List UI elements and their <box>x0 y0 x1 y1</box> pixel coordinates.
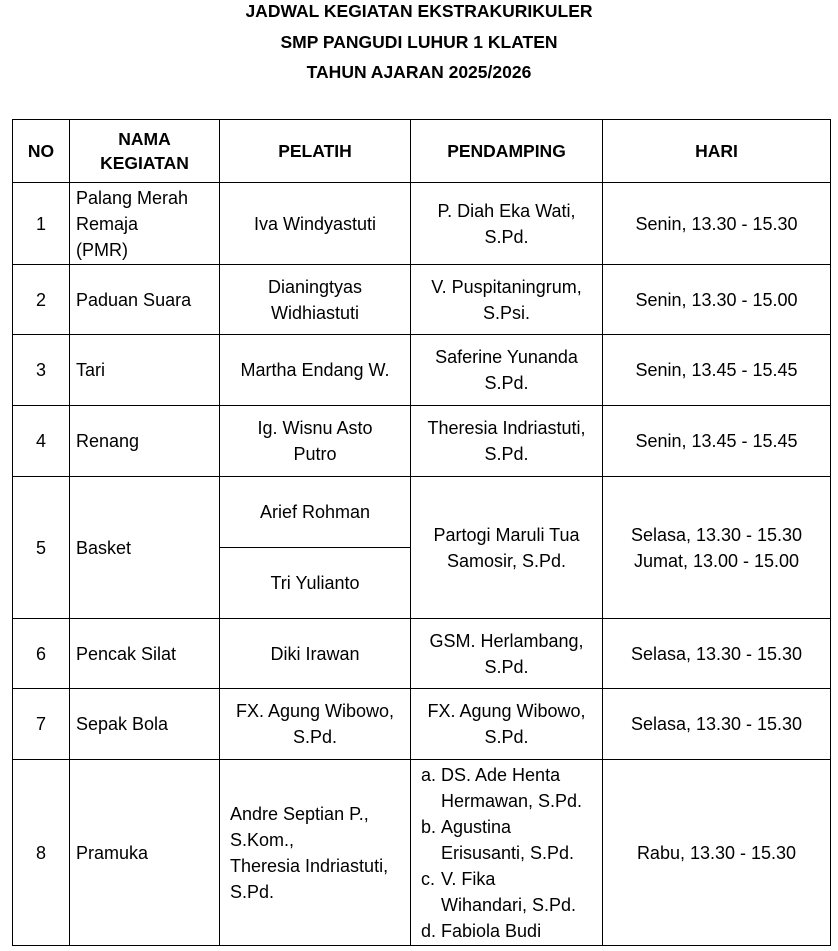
cell-text: S.Pd. <box>484 727 529 747</box>
cell-text: Martha Endang W. <box>240 360 390 380</box>
table-row <box>13 183 831 265</box>
pendamping-list <box>421 762 596 944</box>
cell-nama <box>70 619 220 689</box>
cell-text: S.Pd. <box>230 881 275 902</box>
cell-no: 5 <box>13 477 70 619</box>
cell-pendamping <box>411 265 603 335</box>
cell-nama <box>70 335 220 406</box>
cell-text: FX. Agung Wibowo, <box>235 701 395 721</box>
cell-text: Pramuka <box>76 842 149 863</box>
cell-nama <box>70 689 220 760</box>
cell-text: Senin, 13.30 - 15.00 <box>635 289 798 310</box>
document-title: JADWAL KEGIATAN EKSTRAKURIKULER <box>245 1 593 21</box>
cell-text: S.Pd. <box>292 727 338 747</box>
col-header-nama <box>70 120 220 183</box>
table-row <box>13 477 831 548</box>
schedule-table <box>12 119 831 946</box>
cell-text: Samosir, S.Pd. <box>446 550 567 571</box>
cell-text: (PMR) <box>76 239 128 260</box>
cell-pelatih <box>220 335 411 406</box>
col-header-no: NO <box>13 120 70 183</box>
cell-text: Sepak Bola <box>76 714 169 734</box>
list-item <box>421 918 596 944</box>
cell-pelatih <box>220 406 411 477</box>
cell-text: S.Pd. <box>484 226 529 247</box>
table-row <box>13 760 831 946</box>
cell-no: 6 <box>13 619 70 689</box>
cell-text: GSM. Herlambang, <box>429 630 584 651</box>
cell-text: Putro <box>293 444 337 464</box>
cell-text: S.Pd. <box>484 373 529 393</box>
list-item-text: Wihandari, S.Pd. <box>441 894 577 915</box>
cell-no: 8 <box>13 760 70 946</box>
list-marker: b. <box>421 816 437 837</box>
cell-text: Senin, 13.45 - 15.45 <box>635 360 798 380</box>
cell-hari <box>603 477 831 619</box>
cell-text: Palang Merah <box>76 187 189 208</box>
list-item-text: V. Fika <box>441 868 496 889</box>
cell-text: S.Kom., <box>230 829 295 850</box>
col-header-nama-line2: KEGIATAN <box>100 153 189 173</box>
table-row <box>13 335 831 406</box>
cell-text: Rabu, 13.30 - 15.30 <box>636 842 797 863</box>
cell-text: Widhiastuti <box>270 302 360 323</box>
col-header-hari: HARI <box>603 120 831 183</box>
cell-pendamping <box>411 477 603 619</box>
cell-nama <box>70 760 220 946</box>
cell-text: Iva Windyastuti <box>253 213 377 234</box>
cell-nama <box>70 265 220 335</box>
cell-text: Theresia Indriastuti, <box>427 418 586 438</box>
cell-text: Dianingtyas <box>267 276 363 297</box>
list-item-text: Fabiola Budi <box>441 920 542 941</box>
list-marker: a. <box>421 764 437 785</box>
cell-text: FX. Agung Wibowo, <box>427 701 586 721</box>
col-header-nama-line1: NAMA <box>118 129 171 149</box>
cell-text: Saferine Yunanda <box>435 347 578 367</box>
cell-text: Basket <box>76 537 132 558</box>
cell-pelatih: Tri Yulianto <box>220 548 411 619</box>
list-marker: d. <box>421 920 437 941</box>
cell-hari <box>603 265 831 335</box>
cell-pendamping <box>411 760 603 946</box>
table-row <box>13 619 831 689</box>
cell-text: Partogi Maruli Tua <box>433 524 580 545</box>
cell-text: Selasa, 13.30 - 15.30 <box>630 643 803 664</box>
cell-text: Ig. Wisnu Asto <box>257 418 373 438</box>
cell-no: 3 <box>13 335 70 406</box>
cell-hari <box>603 335 831 406</box>
list-item-text: Hermawan, S.Pd. <box>441 790 583 811</box>
cell-nama <box>70 406 220 477</box>
table-row <box>13 265 831 335</box>
cell-nama <box>70 477 220 619</box>
cell-text: S.Pd. <box>484 656 529 677</box>
table-row <box>13 406 831 477</box>
cell-text: Diki Irawan <box>270 643 360 664</box>
cell-hari <box>603 760 831 946</box>
list-marker: c. <box>421 868 436 889</box>
list-item-text: DS. Ade Henta <box>441 764 561 785</box>
cell-pelatih <box>220 619 411 689</box>
col-header-pelatih: PELATIH <box>220 120 411 183</box>
cell-text: Tari <box>76 360 106 380</box>
cell-text: Jumat, 13.00 - 15.00 <box>633 550 800 571</box>
list-item <box>421 866 596 918</box>
cell-pendamping <box>411 689 603 760</box>
list-item-text: Erisusanti, S.Pd. <box>441 842 575 863</box>
cell-text: Senin, 13.30 - 15.30 <box>635 213 798 234</box>
cell-text: Senin, 13.45 - 15.45 <box>635 431 798 451</box>
cell-text: Remaja <box>76 213 139 234</box>
list-item <box>421 814 596 866</box>
cell-hari <box>603 689 831 760</box>
cell-no: 7 <box>13 689 70 760</box>
cell-text: Renang <box>76 431 140 451</box>
cell-pelatih <box>220 689 411 760</box>
cell-nama <box>70 183 220 265</box>
cell-text: S.Psi. <box>482 302 530 323</box>
cell-hari <box>603 619 831 689</box>
cell-pelatih <box>220 183 411 265</box>
cell-no: 4 <box>13 406 70 477</box>
cell-pendamping <box>411 183 603 265</box>
cell-pelatih <box>220 760 411 946</box>
cell-text: Andre Septian P., <box>230 803 369 824</box>
cell-text: P. Diah Eka Wati, <box>437 200 576 221</box>
table-row <box>13 689 831 760</box>
cell-text: Paduan Suara <box>76 289 192 310</box>
cell-text: Selasa, 13.30 - 15.30 <box>630 714 803 734</box>
list-item-text: Agustina <box>441 816 512 837</box>
cell-no: 2 <box>13 265 70 335</box>
cell-hari <box>603 183 831 265</box>
cell-text: V. Puspitaningrum, <box>431 276 582 297</box>
cell-pelatih: Arief Rohman <box>220 477 411 548</box>
cell-pelatih <box>220 265 411 335</box>
header-row <box>13 120 831 183</box>
cell-text: Theresia Indriastuti, <box>230 855 389 876</box>
col-header-pendamping: PENDAMPING <box>411 120 603 183</box>
cell-pendamping <box>411 406 603 477</box>
cell-text: S.Pd. <box>484 444 529 464</box>
cell-text: Pencak Silat <box>76 643 177 664</box>
cell-no: 1 <box>13 183 70 265</box>
cell-pendamping <box>411 335 603 406</box>
academic-year: TAHUN AJARAN 2025/2026 <box>306 62 532 82</box>
school-name: SMP PANGUDI LUHUR 1 KLATEN <box>280 32 558 52</box>
cell-pendamping <box>411 619 603 689</box>
cell-hari <box>603 406 831 477</box>
list-item <box>421 762 596 814</box>
cell-text: Selasa, 13.30 - 15.30 <box>630 524 803 545</box>
